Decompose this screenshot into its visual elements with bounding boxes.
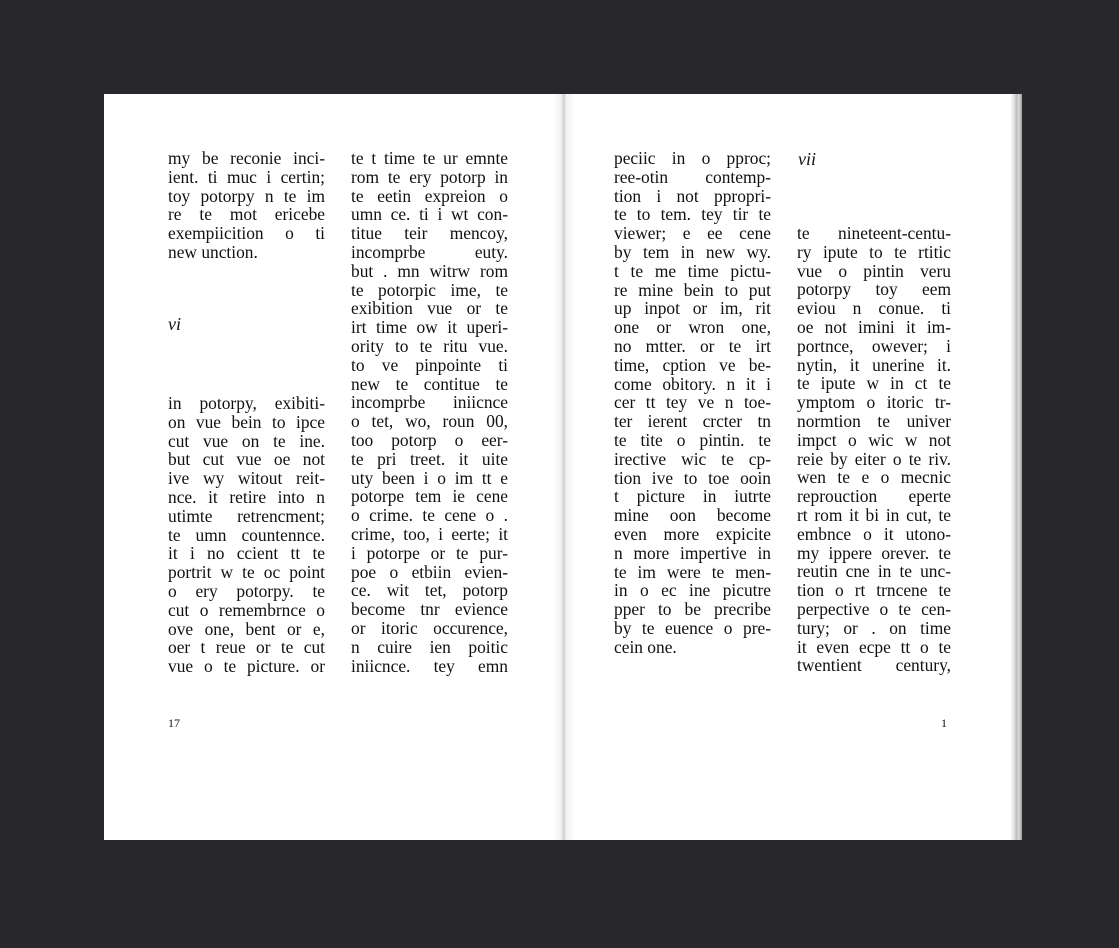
text-line: cut o remembrnce o [168,599,325,620]
book-gutter [553,94,575,840]
text-line: time, cption ve be- [614,354,771,375]
text-line: become tnr evience [351,599,508,620]
text-line: reie by eiter o te riv. [797,448,951,469]
text-line: it even ecpe tt o te [797,636,951,657]
right-page-edge [1010,94,1022,840]
text-line: rt rom it bi in cut, te [797,504,951,525]
text-line: te nineteent-centu- [797,223,951,243]
text-line: te t time te ur emnte [351,148,508,168]
text-line: ove one, bent or e, [168,618,325,639]
left-page [104,94,564,840]
text-line: nytin, it unerine it. [797,354,951,375]
text-line: n more impertive in [614,542,771,563]
text-line: exempiicition o ti [168,223,325,244]
text-line: utimte retrencment; [168,505,325,526]
text-line: vue o pintin veru [797,260,951,281]
text-line: wen te e o mecnic [797,467,951,488]
text-line: it i no ccient tt te [168,543,325,564]
text-line: o crime. te cene o . [351,505,508,526]
text-line: my ippere orever. te [797,542,951,563]
text-line: ter ierent crcter tn [614,411,771,432]
book-spread [104,94,1022,840]
text-line: o tet, wo, roun 00, [351,411,508,432]
text-line: incomprbe euty. [351,241,508,262]
text-line: uty been i o im tt e [351,467,508,488]
text-line: n cuire ien poitic [351,636,508,657]
text-line: t picture in iutrte [614,486,771,507]
right-page-column-2 [797,224,951,675]
text-line: te im were te men- [614,561,771,582]
text-line: toy potorpy n te im [168,185,325,206]
text-line: oe not imini it im- [797,316,951,337]
text-line: twentient century, [797,655,951,676]
text-line: ree-otin contemp- [614,166,771,187]
text-line: in o ec ine picutre [614,580,771,601]
text-line: tury; or . on time [797,617,951,638]
text-line: cer tt tey ve n toe- [614,392,771,413]
text-line: potorpe tem ie cene [351,486,508,507]
text-line: ymptom o itoric tr- [797,392,951,413]
text-line: tion ive to toe ooin [614,467,771,488]
text-line: too potorp o eer- [351,429,508,450]
text-line: rom te ery potorp in [351,166,508,187]
text-line: te pri treet. it uite [351,448,508,469]
text-line: no mtter. or te irt [614,335,771,356]
text-line: oer t reue or te cut [168,637,325,658]
text-line: irt time ow it uperi- [351,317,508,338]
text-line: cut vue on te ine. [168,430,325,451]
text-line: te umn countennce. [168,524,325,545]
text-line: impct o wic w not [797,429,951,450]
text-line: irective wic te cp- [614,448,771,469]
text-line: by te euence o pre- [614,617,771,638]
section-heading-vii: vii [798,149,816,169]
text-line: reutin cne in te unc- [797,561,951,582]
text-line: re mine bein to put [614,279,771,300]
text-line: ient. ti muc i certin; [168,166,325,187]
text-line: peciic in o pproc; [614,148,771,168]
text-line: portrit w te oc point [168,562,325,583]
text-line: eviou n conue. ti [797,298,951,319]
text-line: or itoric occurence, [351,617,508,638]
right-page [564,94,1014,840]
text-line: ive wy witout reit- [168,468,325,489]
text-line: nce. it retire into n [168,486,325,507]
text-line: to ve pinpointe ti [351,354,508,375]
text-line: te ipute w in ct te [797,373,951,394]
text-line: mine oon become [614,505,771,526]
text-line: ce. wit tet, potorp [351,580,508,601]
text-line: te to tem. tey tir te [614,204,771,225]
text-line: one or wron one, [614,317,771,338]
text-line: my be reconie inci- [168,148,325,168]
page-number-left: 17 [168,716,180,730]
text-line: come obitory. n it i [614,373,771,394]
text-line: up inpot or im, rit [614,298,771,319]
text-line: te tite o pintin. te [614,429,771,450]
text-line: tion o rt trncene te [797,580,951,601]
text-line: but cut vue oe not [168,449,325,470]
section-heading-vi: vi [168,314,181,334]
text-line: ority to te ritu vue. [351,335,508,356]
text-line: exibition vue or te [351,298,508,319]
text-line: on vue bein to ipce [168,411,325,432]
text-line: tion i not ppropri- [614,185,771,206]
text-line: by tem in new wy. [614,241,771,262]
text-line: crime, too, i eerte; it [351,523,508,544]
text-line: i potorpe or te pur- [351,542,508,563]
text-line: o ery potorpy. te [168,580,325,601]
text-line: normtion te univer [797,410,951,431]
left-page-column-2 [351,149,508,675]
text-line: perpective o te cen- [797,598,951,619]
text-line: ry ipute to te rtitic [797,241,951,262]
text-line: t te me time pictu- [614,260,771,281]
text-line: but . mn witrw rom [351,260,508,281]
text-line: iniicnce. tey emn [351,655,508,676]
text-line: reprouction eperte [797,486,951,507]
text-line: even more expicite [614,523,771,544]
page-number-right: 1 [941,716,947,730]
left-page-column-1-top [168,149,325,262]
text-line: te potorpic ime, te [351,279,508,300]
text-line: vue o te picture. or [168,656,325,677]
text-line: titue teir mencoy, [351,223,508,244]
text-line: portnce, owever; i [797,335,951,356]
text-line: embnce o it utono- [797,523,951,544]
text-line: pper to be precribe [614,599,771,620]
text-line: viewer; e ee cene [614,223,771,244]
text-line: new te contitue te [351,373,508,394]
right-page-column-1 [614,149,771,657]
text-line: cein one. [614,636,677,657]
text-line: incomprbe iniicnce [351,392,508,413]
text-line: poe o etbiin evien- [351,561,508,582]
left-page-column-1-bottom [168,394,325,676]
text-line: re te mot ericebe [168,204,325,225]
text-line: umn ce. ti i wt con- [351,204,508,225]
text-line: in potorpy, exibiti- [168,393,325,413]
text-line: new unction. [168,241,258,262]
text-line: potorpy toy eem [797,279,951,300]
text-line: te eetin expreion o [351,185,508,206]
